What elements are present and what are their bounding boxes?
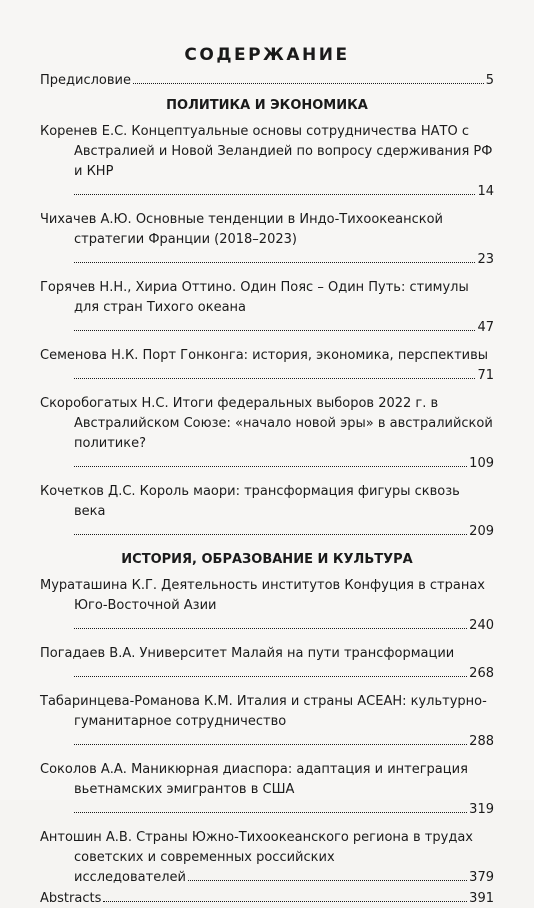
entry-title: Табаринцева-Романова К.М. Италия и страны АСЕАН: культурно-гуманитарное сотрудничество xyxy=(40,694,487,729)
toc-entry-abstracts[interactable] xyxy=(40,890,494,908)
entry-title: Соколов А.А. Маникюрная диаспора: адаптация и интеграция вьетнамских эмигрантов в США xyxy=(40,762,468,797)
entry-label: Abstracts xyxy=(40,891,102,906)
dot-leader xyxy=(74,330,475,331)
entry-title: Скоробогатых Н.С. Итоги федеральных выборов 2022 г. в Австралийском Союзе: «начало новой эры» в австралийской политике? xyxy=(40,396,493,451)
toc-entry[interactable] xyxy=(40,692,494,750)
entry-page-number: 5 xyxy=(485,73,494,88)
toc-entry[interactable] xyxy=(40,576,494,634)
entry-title: Семенова Н.К. Порт Гонконга: история, экономика, перспективы xyxy=(40,348,489,363)
section-heading-history: ИСТОРИЯ, ОБРАЗОВАНИЕ И КУЛЬТУРА xyxy=(121,552,413,567)
entry-page-number: 379 xyxy=(469,870,494,885)
entry-page-number: 47 xyxy=(477,320,494,335)
dot-leader xyxy=(74,262,475,263)
toc-entry[interactable] xyxy=(40,760,494,818)
entry-page-number: 319 xyxy=(469,802,494,817)
page-title: СОДЕРЖАНИЕ xyxy=(184,45,350,65)
entry-page-number: 391 xyxy=(469,891,494,906)
dot-leader xyxy=(74,378,475,379)
dot-leader xyxy=(74,812,467,813)
entry-page-number: 209 xyxy=(469,524,494,539)
entry-page-number: 240 xyxy=(469,618,494,633)
dot-leader xyxy=(188,880,467,881)
entry-title: Погадаев В.А. Университет Малайя на пути трансформации xyxy=(40,646,455,661)
entry-title: Коренев Е.С. Концептуальные основы сотрудничества НАТО с Австралией и Новой Зеландией по вопросу сдерживания РФ и КНР xyxy=(40,124,493,179)
entry-page-number: 14 xyxy=(477,184,494,199)
dot-leader xyxy=(74,628,467,629)
entry-page-number: 109 xyxy=(469,456,494,471)
dot-leader xyxy=(74,534,467,535)
toc-entry[interactable] xyxy=(40,644,494,682)
dot-leader xyxy=(133,83,484,84)
dot-leader xyxy=(74,466,467,467)
entry-title: Чихачев А.Ю. Основные тенденции в Индо-Тихоокеанской стратегии Франции (2018–2023) xyxy=(40,212,443,247)
entry-title: Мураташина К.Г. Деятельность институтов Конфуция в странах Юго-Восточной Азии xyxy=(40,578,485,613)
toc-entry-preface[interactable] xyxy=(40,72,494,90)
toc-entry[interactable] xyxy=(40,394,494,472)
toc-entry[interactable] xyxy=(40,482,494,540)
section-heading-politics: ПОЛИТИКА И ЭКОНОМИКА xyxy=(166,98,368,113)
entry-page-number: 23 xyxy=(477,252,494,267)
dot-leader xyxy=(103,901,467,902)
entry-title: Кочетков Д.С. Король маори: трансформация фигуры сквозь века xyxy=(40,484,460,519)
toc-entry[interactable] xyxy=(40,122,494,200)
entry-page-number: 268 xyxy=(469,666,494,681)
toc-entry[interactable] xyxy=(40,346,494,384)
table-of-contents xyxy=(40,44,494,908)
dot-leader xyxy=(74,744,467,745)
entry-label: Предисловие xyxy=(40,73,131,88)
entry-page-number: 288 xyxy=(469,734,494,749)
entry-page-number: 71 xyxy=(477,368,494,383)
entry-title: Антошин А.В. Страны Южно-Тихоокеанского региона в трудах советских и современных российских xyxy=(40,830,473,865)
toc-entry[interactable] xyxy=(40,210,494,268)
entry-title-last-line: исследователей xyxy=(74,870,186,885)
toc-entry[interactable] xyxy=(40,828,494,888)
entry-title: Горячев Н.Н., Хириа Оттино. Один Пояс – Один Путь: стимулы для стран Тихого океана xyxy=(40,280,469,315)
dot-leader xyxy=(74,676,467,677)
dot-leader xyxy=(74,194,475,195)
toc-entry[interactable] xyxy=(40,278,494,336)
